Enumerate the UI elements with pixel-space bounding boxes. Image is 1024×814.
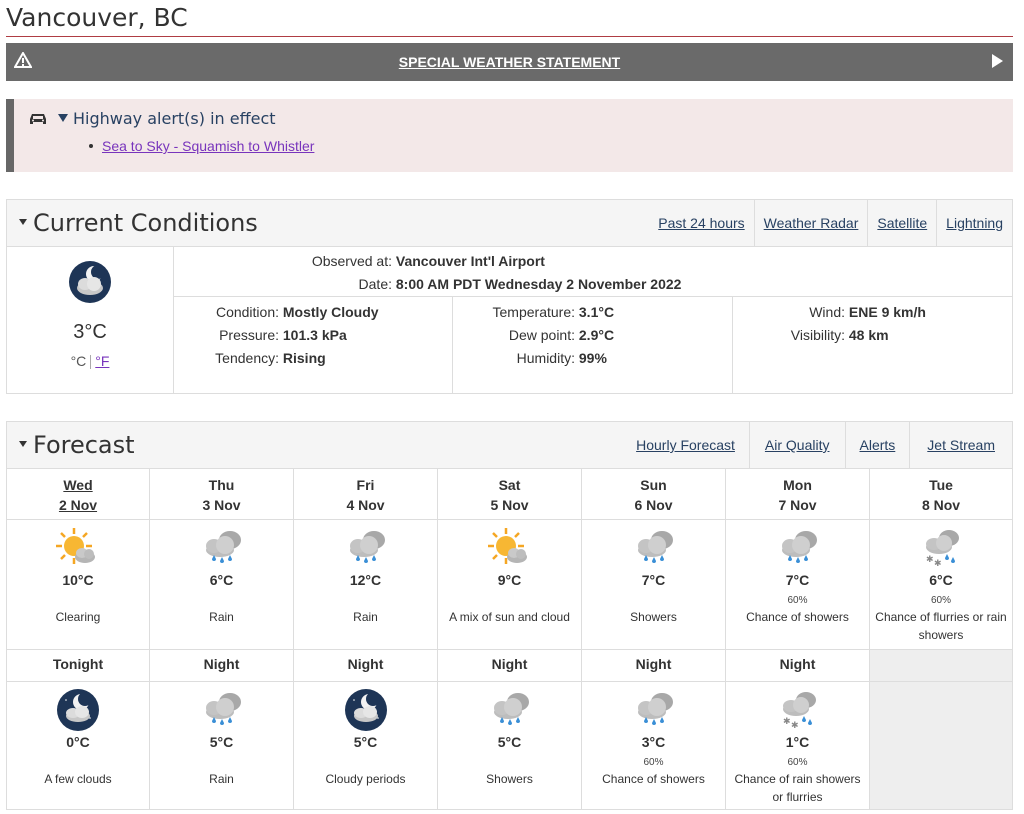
svg-text:✱: ✱ (926, 555, 934, 565)
list-item (102, 138, 314, 154)
forecast-temp: 7°C (785, 572, 810, 588)
conditions-grid (174, 297, 1013, 393)
day-date: 6 Nov (634, 497, 673, 513)
forecast-temp: 7°C (641, 572, 666, 588)
highway-alert-heading[interactable]: Highway alert(s) in effect (73, 109, 276, 128)
current-conditions-header (6, 199, 1013, 247)
day-date: 7 Nov (778, 497, 817, 513)
forecast-night-cell (438, 682, 582, 810)
precip-chance: 60% (787, 757, 808, 768)
wind-label: Wind: (809, 304, 845, 320)
jet-stream-link[interactable]: Jet Stream (909, 422, 1012, 468)
unit-divider (90, 355, 91, 369)
caret-down-icon (19, 219, 27, 225)
forecast-summary: A mix of sun and cloud (449, 610, 570, 624)
tendency-label: Tendency: (215, 350, 279, 366)
special-weather-statement-bar[interactable] (6, 43, 1013, 81)
forecast-day-header (438, 468, 582, 520)
forecast-summary: Rain (353, 610, 378, 624)
svg-text:✱: ✱ (934, 559, 942, 569)
forecast-night-cell (150, 682, 294, 810)
forecast-night-cell (582, 682, 726, 810)
condition-value: Mostly Cloudy (282, 304, 379, 320)
dewpoint-label: Dew point: (508, 327, 575, 343)
hourly-forecast-link[interactable]: Hourly Forecast (636, 437, 735, 453)
forecast-temp: 10°C (62, 572, 94, 588)
forecast-night-header: Night (150, 650, 294, 682)
forecast-summary: Chance of flurries or rain showers (875, 610, 1007, 642)
forecast-day-cell (150, 520, 294, 650)
sun-cloud-icon (54, 526, 102, 573)
forecast-night-cell (294, 682, 438, 810)
title-divider (6, 36, 1013, 37)
highway-alert-link[interactable]: Sea to Sky - Squamish to Whistler (102, 138, 315, 154)
day-name: Thu (208, 477, 235, 493)
forecast-summary: Cloudy periods (325, 772, 406, 786)
date-value: 8:00 AM PDT Wednesday 2 November 2022 (395, 276, 682, 292)
forecast-summary: Rain (209, 610, 234, 624)
humidity-label: Humidity: (516, 350, 575, 366)
day-date: 2 Nov (58, 497, 98, 513)
forecast-day-cell (438, 520, 582, 650)
fahrenheit-toggle-link[interactable]: °F (95, 353, 110, 369)
forecast-summary: Chance of rain showers or flurries (734, 772, 861, 804)
lightning-link[interactable]: Lightning (936, 200, 1012, 246)
precip-chance: 60% (930, 595, 951, 606)
car-icon (28, 111, 48, 130)
day-date: 4 Nov (346, 497, 385, 513)
air-quality-link[interactable]: Air Quality (749, 422, 845, 468)
past-24-hours-link[interactable]: Past 24 hours (658, 215, 745, 231)
expand-caret-icon[interactable] (58, 114, 68, 122)
current-conditions-body (6, 246, 1013, 394)
wind-value: ENE 9 km/h (848, 304, 926, 320)
rain-icon (630, 526, 678, 573)
empty-cell (870, 650, 1013, 682)
forecast-day-header (150, 468, 294, 520)
day-name: Sat (498, 477, 521, 493)
forecast-night-header: Tonight (6, 650, 150, 682)
highway-alert-box (6, 99, 1013, 172)
rain-icon (486, 688, 534, 735)
day-name: Sun (640, 477, 667, 493)
forecast-summary: A few clouds (44, 772, 112, 786)
night-cloudy-icon (54, 688, 102, 735)
rain-icon (198, 688, 246, 735)
forecast-day-cell (870, 520, 1013, 650)
snow-rain-icon (774, 688, 822, 735)
caret-down-icon (19, 441, 27, 447)
condition-label: Condition: (215, 304, 279, 320)
celsius-unit: °C (70, 353, 87, 369)
weather-radar-link[interactable]: Weather Radar (754, 200, 868, 246)
svg-text:✱: ✱ (790, 721, 799, 731)
forecast-summary: Chance of showers (746, 610, 849, 624)
pressure-value: 101.3 kPa (282, 327, 347, 343)
date-label: Date: (358, 276, 392, 292)
forecast-night-header: Night (438, 650, 582, 682)
current-conditions-title[interactable]: Current Conditions (19, 209, 258, 237)
alerts-link[interactable]: Alerts (845, 422, 910, 468)
day-date: 8 Nov (921, 497, 961, 513)
forecast-day-cell (726, 520, 870, 650)
forecast-day-header[interactable] (6, 468, 150, 520)
visibility-value: 48 km (848, 327, 889, 343)
observed-at-value: Vancouver Int'l Airport (395, 253, 545, 269)
forecast-temp: 3°C (641, 734, 666, 750)
empty-cell (870, 682, 1013, 810)
svg-text:✱: ✱ (782, 717, 791, 727)
humidity-value: 99% (578, 350, 607, 366)
forecast-temp: 1°C (785, 734, 810, 750)
forecast-temp: 5°C (209, 734, 234, 750)
forecast-night-header: Night (726, 650, 870, 682)
day-name: Tue (929, 477, 953, 493)
forecast-night-cell (726, 682, 870, 810)
forecast-temp: 6°C (209, 572, 234, 588)
rain-icon (774, 526, 822, 573)
day-date: 5 Nov (490, 497, 529, 513)
rain-icon (630, 688, 678, 735)
forecast-night-header: Night (582, 650, 726, 682)
visibility-label: Visibility: (790, 327, 845, 343)
forecast-title[interactable]: Forecast (19, 431, 135, 459)
night-cloudy-icon (342, 688, 390, 735)
forecast-temp: 12°C (349, 572, 382, 588)
observed-at-label: Observed at: (311, 253, 392, 269)
forecast-night-cell (6, 682, 150, 810)
forecast-day-cell (582, 520, 726, 650)
forecast-day-header (294, 468, 438, 520)
night-cloudy-icon (68, 260, 112, 307)
page-title: Vancouver, BC (6, 3, 188, 32)
dewpoint-value: 2.9°C (578, 327, 615, 343)
satellite-link[interactable]: Satellite (867, 200, 936, 246)
snow-rain-icon (917, 526, 965, 573)
forecast-summary: Clearing (55, 610, 101, 624)
observation-info (174, 246, 1013, 297)
rain-icon (342, 526, 390, 573)
temperature-label: Temperature: (492, 304, 575, 320)
current-summary (7, 246, 174, 393)
forecast-day-header (726, 468, 870, 520)
special-weather-statement-link[interactable]: SPECIAL WEATHER STATEMENT (398, 54, 621, 70)
forecast-temp: 5°C (353, 734, 378, 750)
rain-icon (198, 526, 246, 573)
day-name: Fri (356, 477, 375, 493)
forecast-summary: Rain (209, 772, 234, 786)
current-temperature: 3°C (73, 321, 107, 343)
sun-cloud-icon (486, 526, 534, 573)
day-date: 3 Nov (202, 497, 241, 513)
forecast-day-header (582, 468, 726, 520)
forecast-temp: 9°C (497, 572, 522, 588)
tendency-value: Rising (282, 350, 326, 366)
forecast-day-header (870, 468, 1013, 520)
forecast-day-cell (294, 520, 438, 650)
forecast-night-header: Night (294, 650, 438, 682)
forecast-temp: 6°C (929, 572, 953, 588)
precip-chance: 60% (787, 595, 808, 606)
precip-chance: 60% (643, 757, 664, 768)
temperature-value: 3.1°C (578, 304, 615, 320)
day-name: Wed (63, 477, 93, 493)
forecast-temp: 0°C (66, 734, 90, 750)
day-name: Mon (783, 477, 812, 493)
forecast-summary: Showers (486, 772, 533, 786)
forecast-summary: Chance of showers (602, 772, 705, 786)
forecast-temp: 5°C (497, 734, 522, 750)
expand-arrow-icon[interactable] (992, 54, 1003, 68)
forecast-summary: Showers (630, 610, 677, 624)
pressure-label: Pressure: (219, 327, 279, 343)
highway-alert-list (102, 138, 314, 154)
forecast-day-cell (6, 520, 150, 650)
forecast-header (6, 421, 1013, 469)
